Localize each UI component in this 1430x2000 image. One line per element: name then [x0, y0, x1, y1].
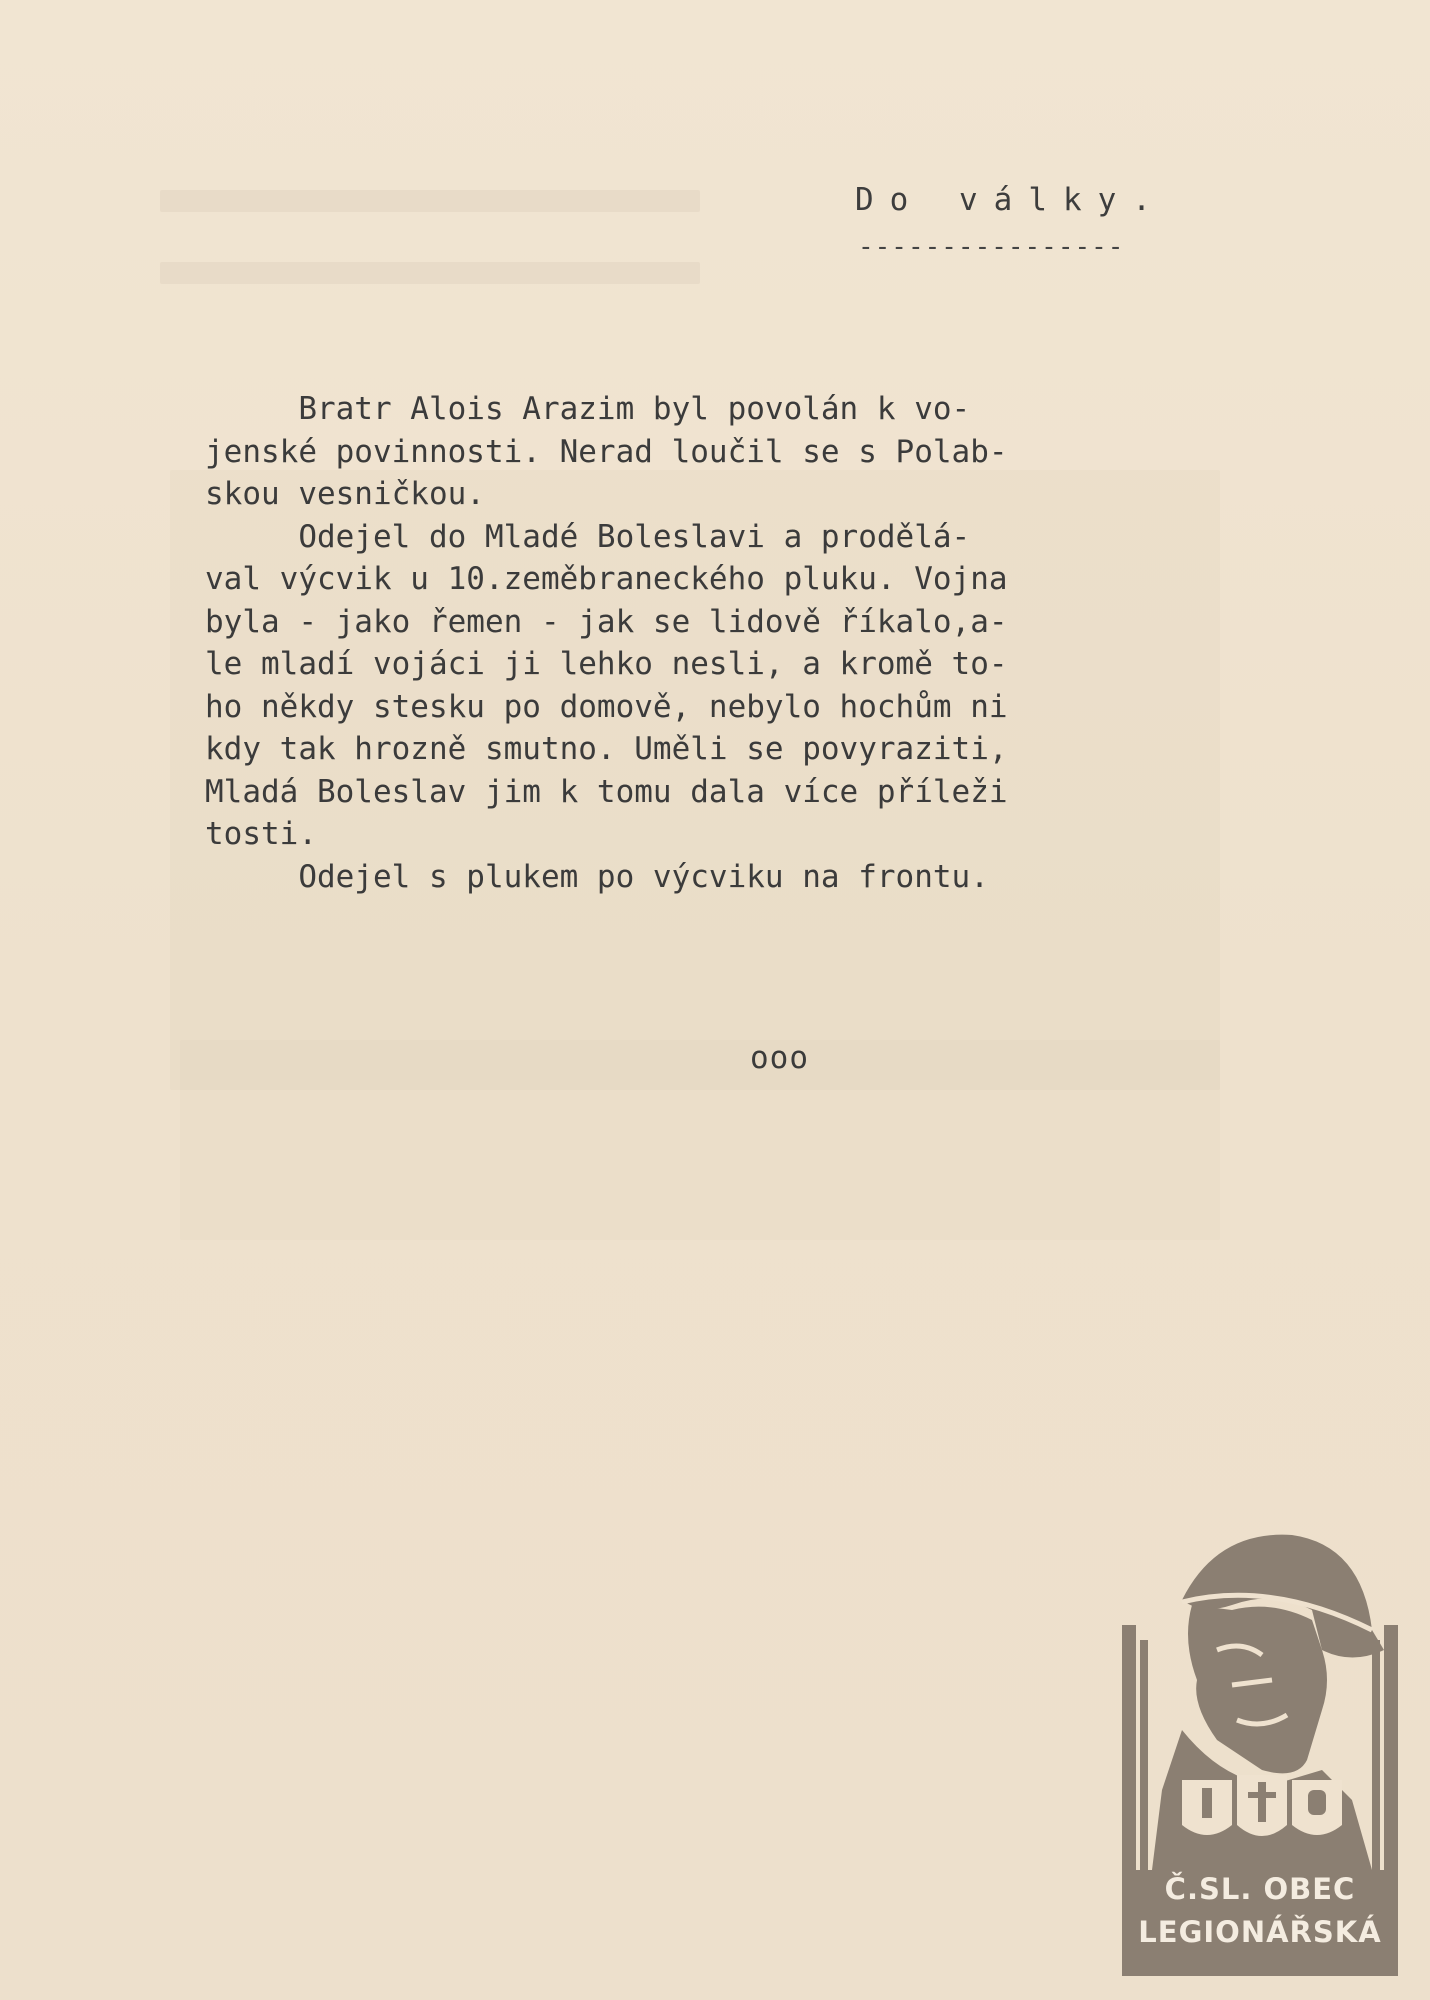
text-line: Odejel s plukem po výcviku na frontu.: [205, 858, 989, 895]
document-body: [205, 388, 1265, 898]
text-line: val výcvik u 10.zeměbraneckého pluku. Vojna: [205, 561, 1008, 597]
text-line: jenské povinnosti. Nerad loučil se s Polab-: [205, 433, 1008, 470]
text-line: kdy tak hrozně smutno. Uměli se povyraziti,: [205, 731, 1008, 767]
text-line: Odejel do Mladé Boleslavi a prodělá-: [205, 518, 971, 555]
legion-logo-icon: [1122, 1530, 1398, 1976]
text-line: Bratr Alois Arazim byl povolán k vo-: [205, 391, 971, 427]
text-line: tosti.: [205, 816, 317, 852]
end-mark: ooo: [750, 1040, 809, 1076]
text-line: skou vesničkou.: [205, 476, 485, 512]
text-line: le mladí vojáci ji lehko nesli, a kromě to-: [205, 646, 1008, 682]
text-line: Mladá Boleslav jim k tomu dala více příleži: [205, 773, 1008, 810]
heading-underline: ----------------: [858, 232, 1125, 262]
document-heading: Do války.: [855, 182, 1167, 218]
show-through-mark: [180, 1040, 1220, 1240]
logo-line-2: LEGIONÁŘSKÁ: [1138, 1915, 1382, 1949]
logo-line-1: Č.SL. OBEC: [1164, 1872, 1356, 1906]
text-line: byla - jako řemen - jak se lidově říkalo,a-: [205, 603, 1008, 640]
show-through-mark: [160, 190, 700, 212]
text-line: ho někdy stesku po domově, nebylo hochům ni: [205, 688, 1008, 725]
show-through-mark: [160, 262, 700, 284]
